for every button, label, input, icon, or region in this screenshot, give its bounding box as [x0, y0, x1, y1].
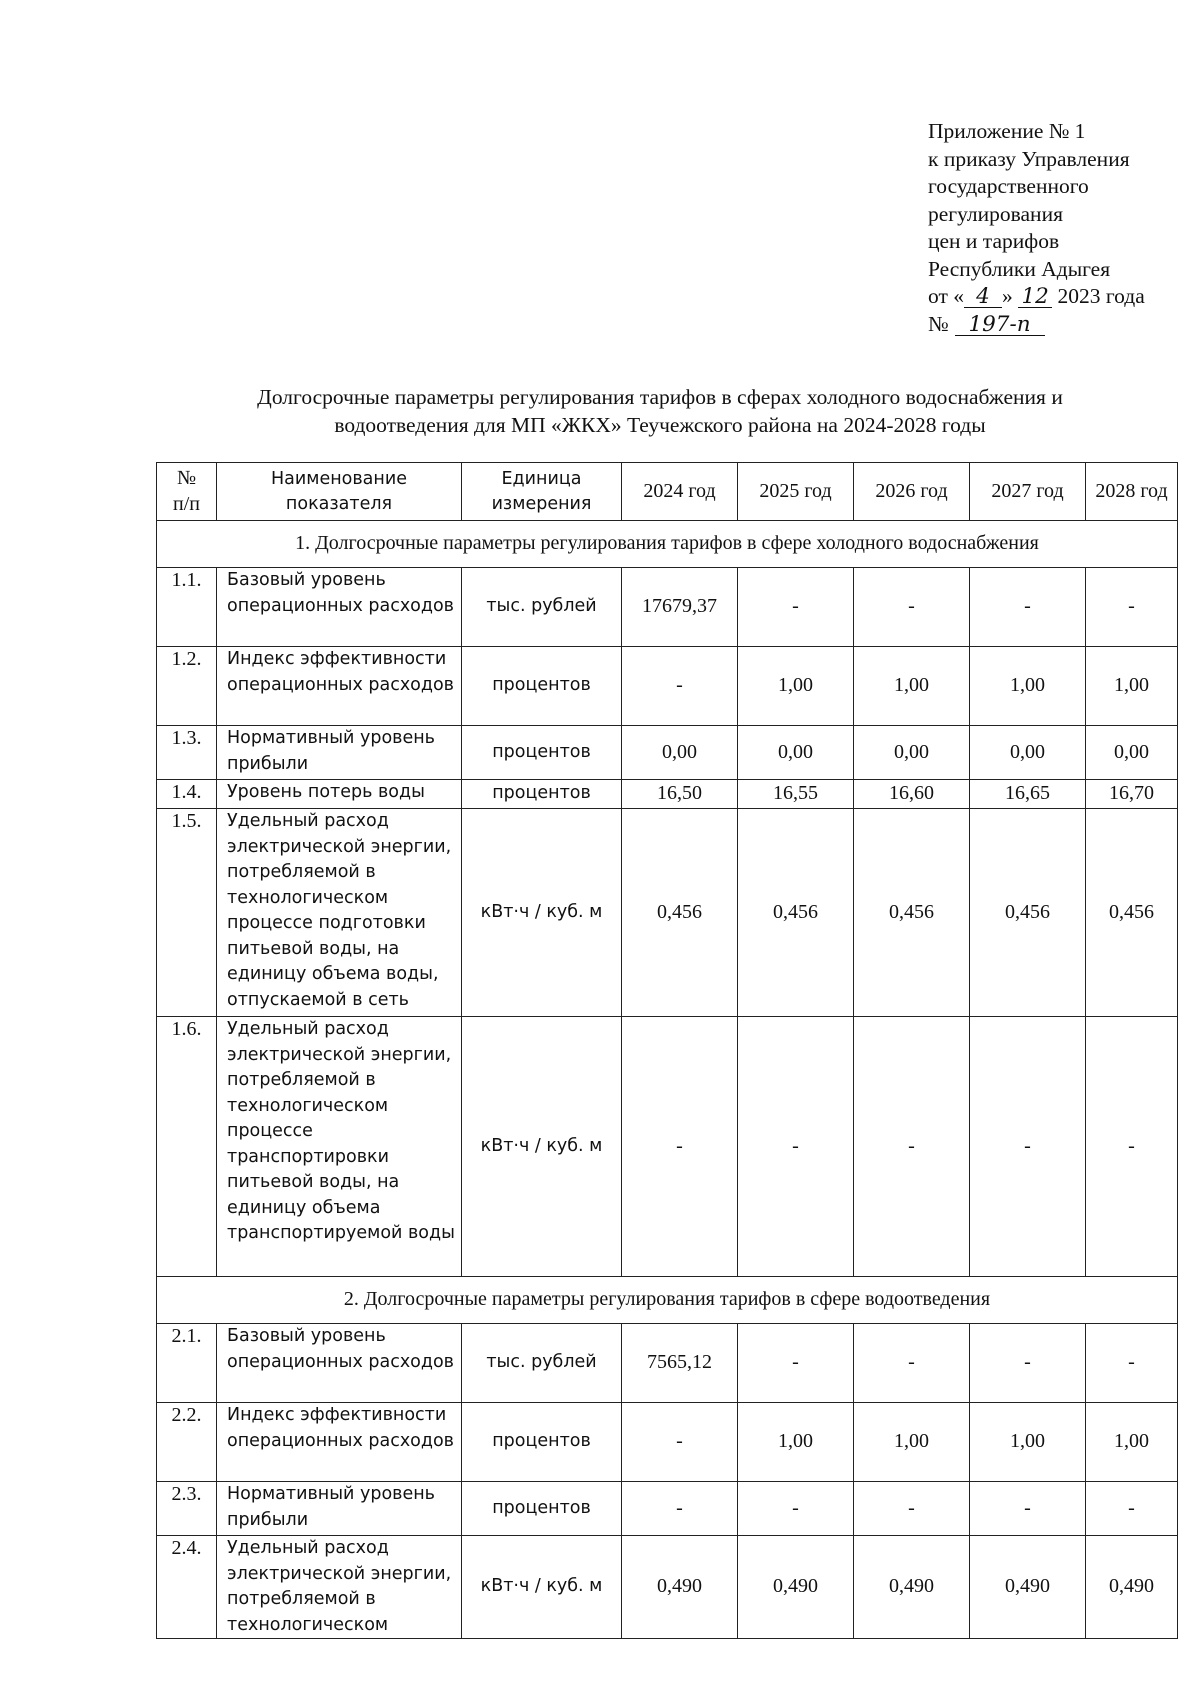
- indicator-name: Удельный расход электрической энергии, потребляемой в технологическом процессе подготовки питьевой воды, на единицу объема воды, отпускаемой в сеть: [217, 809, 462, 1017]
- indicator-name: Нормативный уровень прибыли: [217, 726, 462, 780]
- unit-cell: кВт·ч / куб. м: [462, 809, 622, 1017]
- value-cell: 1,00: [738, 1403, 854, 1482]
- value-cell: -: [1086, 1324, 1178, 1403]
- header-name-line: показателя: [285, 493, 393, 514]
- value-cell: 1,00: [854, 647, 970, 726]
- handwritten-month: 12: [1018, 287, 1052, 308]
- value-cell: 0,490: [738, 1536, 854, 1639]
- header-unit-line: Единица: [501, 468, 582, 489]
- table-row: [157, 809, 1178, 1017]
- table-row: [157, 1482, 1178, 1536]
- parameters-table: [156, 462, 1178, 1639]
- value-cell: -: [622, 647, 738, 726]
- value-cell: 16,70: [1086, 780, 1178, 809]
- row-number: 1.2.: [157, 647, 217, 726]
- appendix-line: регулирования: [928, 201, 1063, 226]
- appendix-line: Республики Адыгея: [928, 256, 1111, 281]
- value-cell: -: [738, 568, 854, 647]
- value-cell: 1,00: [1086, 647, 1178, 726]
- row-number: 2.4.: [157, 1536, 217, 1639]
- table-header-row: [157, 463, 1178, 521]
- value-cell: -: [970, 1324, 1086, 1403]
- table-row: [157, 1536, 1178, 1639]
- section-row: [157, 521, 1178, 568]
- row-number: 1.4.: [157, 780, 217, 809]
- unit-cell: кВт·ч / куб. м: [462, 1017, 622, 1277]
- row-number: 1.5.: [157, 809, 217, 1017]
- appendix-number: [928, 311, 1188, 339]
- value-cell: 17679,37: [622, 568, 738, 647]
- handwritten-number: 197-п: [955, 315, 1045, 336]
- row-number: 2.1.: [157, 1324, 217, 1403]
- handwritten-day: 4: [964, 287, 1002, 308]
- unit-cell: тыс. рублей: [462, 568, 622, 647]
- row-number: 2.2.: [157, 1403, 217, 1482]
- value-cell: 0,490: [622, 1536, 738, 1639]
- value-cell: 0,490: [854, 1536, 970, 1639]
- indicator-name: Базовый уровень операционных расходов: [217, 1324, 462, 1403]
- value-cell: -: [1086, 1482, 1178, 1536]
- value-cell: 0,456: [854, 809, 970, 1017]
- value-cell: 0,00: [1086, 726, 1178, 780]
- indicator-name: Удельный расход электрической энергии, потребляемой в технологическом: [217, 1536, 462, 1639]
- unit-cell: процентов: [462, 780, 622, 809]
- table-row: [157, 1403, 1178, 1482]
- header-year: 2027 год: [970, 463, 1086, 521]
- table-row: [157, 1017, 1178, 1277]
- value-cell: 0,490: [970, 1536, 1086, 1639]
- value-cell: 0,456: [738, 809, 854, 1017]
- table-row: [157, 647, 1178, 726]
- value-cell: -: [970, 1482, 1086, 1536]
- header-num-line: №: [176, 467, 197, 489]
- header-name-line: Наименование: [271, 468, 407, 489]
- value-cell: 1,00: [970, 1403, 1086, 1482]
- value-cell: -: [854, 1324, 970, 1403]
- section-row: [157, 1277, 1178, 1324]
- indicator-name: Уровень потерь воды: [217, 780, 462, 809]
- title-line-2: водоотведения для МП «ЖКХ» Теучежского района на 2024-2028 годы: [334, 413, 986, 437]
- date-year: 2023 года: [1057, 284, 1145, 308]
- value-cell: 1,00: [854, 1403, 970, 1482]
- value-cell: 16,55: [738, 780, 854, 809]
- table-body: [157, 521, 1178, 1639]
- value-cell: -: [738, 1324, 854, 1403]
- header-year: 2026 год: [854, 463, 970, 521]
- document-title: [150, 383, 1170, 439]
- value-cell: 0,456: [1086, 809, 1178, 1017]
- value-cell: 0,00: [622, 726, 738, 780]
- indicator-name: Базовый уровень операционных расходов: [217, 568, 462, 647]
- value-cell: 0,00: [738, 726, 854, 780]
- title-line-1: Долгосрочные параметры регулирования тарифов в сферах холодного водоснабжения и: [257, 385, 1063, 409]
- header-num: [157, 463, 217, 521]
- unit-cell: кВт·ч / куб. м: [462, 1536, 622, 1639]
- header-num-line: п/п: [173, 492, 200, 515]
- indicator-name: Индекс эффективности операционных расходов: [217, 647, 462, 726]
- value-cell: -: [970, 568, 1086, 647]
- value-cell: 16,50: [622, 780, 738, 809]
- value-cell: 0,00: [854, 726, 970, 780]
- value-cell: 16,60: [854, 780, 970, 809]
- table-row: [157, 726, 1178, 780]
- unit-cell: процентов: [462, 1403, 622, 1482]
- value-cell: 1,00: [1086, 1403, 1178, 1482]
- indicator-name: Нормативный уровень прибыли: [217, 1482, 462, 1536]
- value-cell: 0,00: [970, 726, 1086, 780]
- value-cell: -: [622, 1017, 738, 1277]
- value-cell: -: [854, 1017, 970, 1277]
- value-cell: -: [738, 1017, 854, 1277]
- value-cell: 1,00: [738, 647, 854, 726]
- number-prefix: №: [928, 311, 949, 336]
- section-title: 1. Долгосрочные параметры регулирования тарифов в сфере холодного водоснабжения: [157, 521, 1178, 568]
- unit-cell: процентов: [462, 726, 622, 780]
- table-row: [157, 780, 1178, 809]
- header-year: 2028 год: [1086, 463, 1178, 521]
- appendix-line: Приложение № 1: [928, 119, 1086, 143]
- row-number: 1.3.: [157, 726, 217, 780]
- value-cell: 16,65: [970, 780, 1086, 809]
- appendix-line: цен и тарифов: [928, 229, 1060, 253]
- section-title: 2. Долгосрочные параметры регулирования тарифов в сфере водоотведения: [157, 1277, 1178, 1324]
- value-cell: 0,456: [970, 809, 1086, 1017]
- value-cell: -: [854, 1482, 970, 1536]
- unit-cell: процентов: [462, 647, 622, 726]
- header-name: [217, 463, 462, 521]
- unit-cell: процентов: [462, 1482, 622, 1536]
- value-cell: 0,456: [622, 809, 738, 1017]
- indicator-name: Индекс эффективности операционных расходов: [217, 1403, 462, 1482]
- appendix-date: [928, 283, 1188, 311]
- date-prefix: от «: [928, 284, 964, 308]
- unit-cell: тыс. рублей: [462, 1324, 622, 1403]
- value-cell: 1,00: [970, 647, 1086, 726]
- row-number: 1.1.: [157, 568, 217, 647]
- indicator-name: Удельный расход электрической энергии, потребляемой в технологическом процессе транспортировки питьевой воды, на единицу объема транспортируемой воды: [217, 1017, 462, 1277]
- value-cell: 0,490: [1086, 1536, 1178, 1639]
- table-row: [157, 568, 1178, 647]
- value-cell: -: [1086, 568, 1178, 647]
- value-cell: -: [854, 568, 970, 647]
- value-cell: -: [1086, 1017, 1178, 1277]
- value-cell: 7565,12: [622, 1324, 738, 1403]
- value-cell: -: [622, 1482, 738, 1536]
- table-row: [157, 1324, 1178, 1403]
- header-unit-line: измерения: [491, 493, 592, 514]
- header-year: 2025 год: [738, 463, 854, 521]
- value-cell: -: [970, 1017, 1086, 1277]
- appendix-line: государственного: [928, 174, 1089, 198]
- appendix-block: [928, 118, 1188, 338]
- row-number: 1.6.: [157, 1017, 217, 1277]
- header-unit: [462, 463, 622, 521]
- row-number: 2.3.: [157, 1482, 217, 1536]
- value-cell: -: [622, 1403, 738, 1482]
- header-year: 2024 год: [622, 463, 738, 521]
- appendix-line: к приказу Управления: [928, 146, 1130, 171]
- date-mid: »: [1002, 284, 1013, 308]
- value-cell: -: [738, 1482, 854, 1536]
